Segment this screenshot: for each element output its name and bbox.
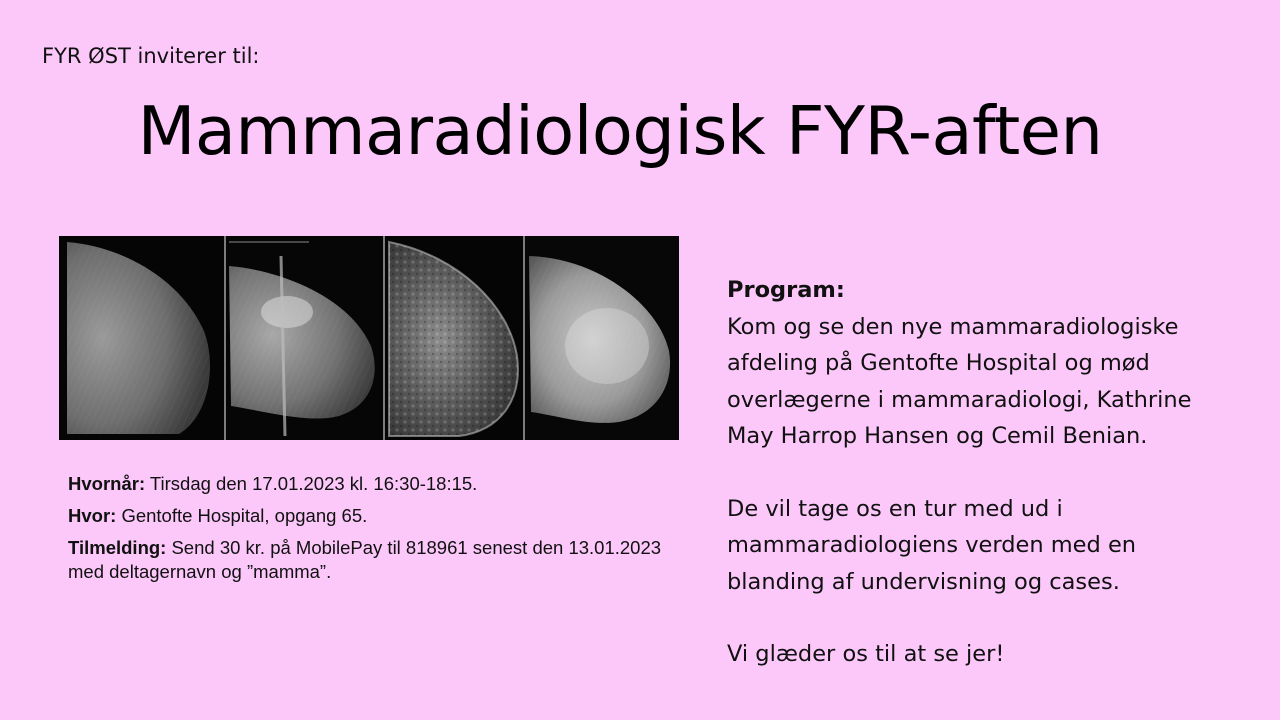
mammogram-image-strip — [59, 236, 679, 440]
signup-line — [68, 536, 668, 584]
where-label: Hvor: — [68, 505, 117, 526]
program-line: afdeling på Gentofte Hospital og mød — [727, 350, 1150, 376]
when-label: Hvornår: — [68, 473, 146, 494]
signup-value: Send 30 kr. på MobilePay til 818961 senest den 13.01.2023 med deltagernavn og ”mamma”. — [68, 537, 662, 582]
where-value: Gentofte Hospital, opgang 65. — [116, 505, 368, 526]
mammogram-3 — [385, 236, 523, 440]
program-heading: Program: — [727, 277, 845, 303]
program-line: overlægerne i mammaradiologi, Kathrine — [727, 386, 1192, 413]
page-title: Mammaradiologisk FYR-aften — [137, 92, 1103, 170]
intro-text: FYR ØST inviterer til: — [42, 44, 260, 68]
paragraph-gap — [727, 600, 1247, 636]
program-closing: Vi glæder os til at se jer! — [727, 641, 1005, 667]
program-section — [727, 272, 1247, 673]
mammogram-1 — [59, 236, 224, 440]
event-details — [68, 472, 668, 592]
program-line: May Harrop Hansen og Cemil Benian. — [727, 423, 1148, 449]
program-line: Kom og se den nye mammaradiologiske — [727, 313, 1179, 340]
program-line: mammaradiologiens verden med en — [727, 532, 1137, 558]
paragraph-gap — [727, 455, 1247, 491]
mammogram-2 — [226, 236, 383, 440]
when-line — [68, 472, 668, 496]
program-line: blanding af undervisning og cases. — [727, 568, 1120, 595]
signup-label: Tilmelding: — [68, 537, 167, 558]
mammogram-4 — [525, 236, 679, 440]
program-line: De vil tage os en tur med ud i — [727, 495, 1063, 522]
where-line — [68, 504, 668, 528]
when-value: Tirsdag den 17.01.2023 kl. 16:30-18:15. — [145, 473, 478, 494]
